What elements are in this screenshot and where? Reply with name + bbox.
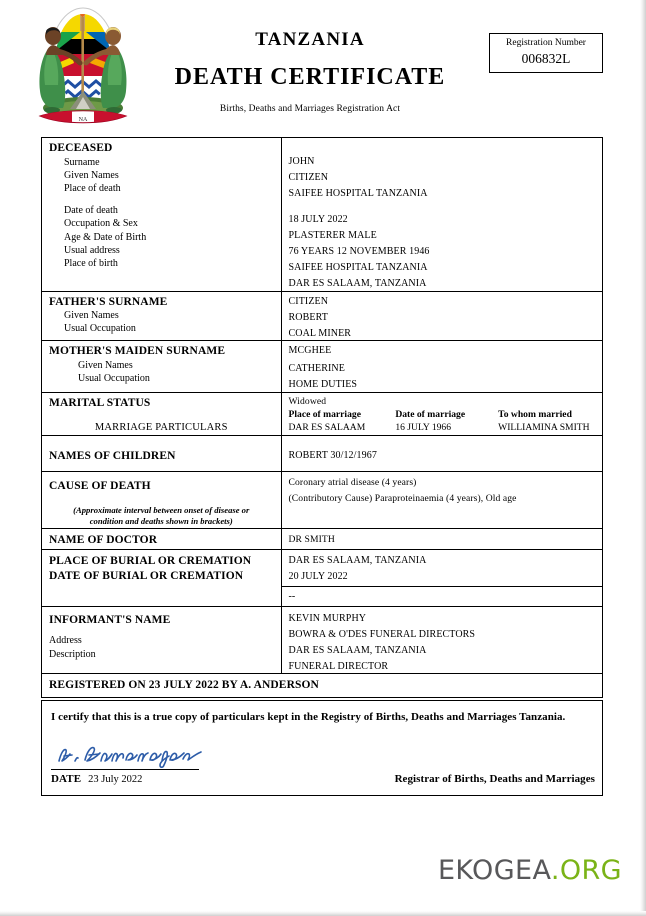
act-subtitle: Births, Deaths and Marriages Registration Act [219,104,401,115]
field-value-informant-description: FUNERAL DIRECTOR [288,661,389,673]
field-value-mother-surname: MCGHEE [288,345,332,357]
section-heading-informant: INFORMANT'S NAME [49,613,171,626]
registered-statement: REGISTERED ON 23 JULY 2022 BY A. ANDERSON [49,679,319,692]
field-value-informant-organisation: BOWRA & O'DES FUNERAL DIRECTORS [288,628,476,640]
logo-primary-text: EKOGEA [437,855,551,886]
section-heading-cause-of-death: CAUSE OF DEATH [49,480,151,493]
table-row-children [42,436,602,472]
field-label-informant-description: Description [49,648,96,660]
svg-text:NA: NA [78,117,88,123]
registration-number-box [489,33,603,73]
table-row-cause-of-death [42,472,602,529]
table-row-registered [42,674,602,698]
page-edge-bottom [0,911,646,916]
field-value-father-given-names: ROBERT [288,311,328,323]
field-value-informant-name: KEVIN MURPHY [288,612,367,624]
field-value-father-occupation: COAL MINER [288,327,352,339]
table-row-informant [42,606,602,674]
value-place-of-marriage: DAR ES SALAAM [288,422,366,434]
date-label: DATE [51,773,82,785]
field-value-mother-given-names: CATHERINE [288,363,345,375]
value-date-of-marriage: 16 JULY 1966 [395,422,452,434]
registrar-signature [51,739,211,771]
section-heading-mother: MOTHER'S MAIDEN SURNAME [49,345,226,358]
registrar-title: Registrar of Births, Deaths and Marriages [394,773,595,785]
page-edge-right [640,0,646,916]
certification-statement: I certify that this is a true copy of particulars kept in the Registry of Births, Deaths and Marriages Tanzania. [51,711,566,723]
value-to-whom-married: WILLIAMINA SMITH [498,422,590,434]
field-label-place-of-death: Place of death [64,183,121,195]
page-title: DEATH CERTIFICATE [174,63,446,90]
field-value-occupation-sex: PLASTERER MALE [288,229,377,241]
date-value: 23 July 2022 [88,774,143,785]
section-heading-marital-status: MARITAL STATUS [49,396,151,409]
certification-footer-row [51,773,595,785]
field-value-marital-status: Widowed [288,395,327,407]
tanzania-coat-of-arms-icon [22,5,144,130]
field-label-father-occupation: Usual Occupation [64,323,136,335]
field-label-mother-occupation: Usual Occupation [78,372,150,384]
ekogea-logo[interactable] [438,855,622,886]
field-value-cause-primary: Coronary atrial disease (4 years) [288,477,417,489]
marriage-particulars-grid [282,408,603,435]
field-label-age-dob: Age & Date of Birth [64,231,147,243]
field-value-surname: JOHN [288,156,315,167]
field-value-date-of-death: 18 JULY 2022 [288,213,348,225]
field-label-surname: Surname [64,156,100,168]
field-label-place-of-birth: Place of birth [64,258,118,270]
logo-secondary-text: .ORG [550,855,622,886]
field-value-cause-contributory: (Contributory Cause) Paraproteinaemia (4 years), Old age [288,492,517,504]
section-heading-father: FATHER'S SURNAME [49,295,168,308]
section-heading-place-of-burial: PLACE OF BURIAL OR CREMATION [49,555,252,568]
field-value-burial-extra: -- [288,591,296,603]
field-value-father-surname: CITIZEN [288,295,329,307]
table-row-deceased-heading [42,138,602,291]
field-label-date-of-death: Date of death [64,205,118,217]
field-value-usual-address: SAIFEE HOSPITAL TANZANIA [288,262,428,274]
field-value-children: ROBERT 30/12/1967 [288,450,377,462]
table-row-father [42,291,602,341]
field-value-place-of-death: SAIFEE HOSPITAL TANZANIA [288,188,428,200]
certification-box [41,700,603,796]
field-value-age-dob: 76 YEARS 12 NOVEMBER 1946 [288,245,430,257]
signature-rule [51,769,199,770]
field-value-date-of-burial: 20 JULY 2022 [288,571,348,583]
label-date-of-marriage: Date of marriage [395,409,466,421]
field-label-usual-address: Usual address [64,244,120,256]
field-value-given-names: CITIZEN [288,172,329,184]
table-row-marital-status [42,392,602,436]
field-value-place-of-birth: DAR ES SALAAM, TANZANIA [288,278,427,290]
field-label-father-given-names: Given Names [64,310,119,322]
field-value-place-of-burial: DAR ES SALAAM, TANZANIA [288,555,427,567]
field-label-occupation-sex: Occupation & Sex [64,218,138,230]
field-value-doctor: DR SMITH [288,534,335,546]
field-label-given-names: Given Names [64,169,119,181]
field-label-informant-address: Address [49,635,82,647]
field-value-mother-occupation: HOME DUTIES [288,379,358,391]
table-row-doctor [42,529,602,550]
field-label-mother-given-names: Given Names [78,359,133,371]
field-value-informant-address: DAR ES SALAAM, TANZANIA [288,645,427,656]
title-block [150,30,470,114]
section-heading-deceased: DECEASED [49,142,113,154]
note-cause-of-death-interval: (Approximate interval between onset of disease or condition and deaths shown in brackets) [73,504,250,527]
label-to-whom-married: To whom married [498,409,572,421]
label-marriage-particulars: MARRIAGE PARTICULARS [94,422,228,434]
certificate-header [0,0,640,130]
section-heading-doctor: NAME OF DOCTOR [49,534,158,547]
certificate-table [41,137,603,698]
registration-number-value: 006832L [521,50,571,66]
registration-number-label: Registration Number [506,38,586,48]
label-place-of-marriage: Place of marriage [288,409,361,421]
section-heading-children: NAMES OF CHILDREN [49,450,176,463]
country-title: TANZANIA [255,29,365,50]
table-row-mother [42,341,602,393]
section-heading-date-of-burial: DATE OF BURIAL OR CREMATION [49,569,244,582]
table-row-burial [42,550,602,587]
